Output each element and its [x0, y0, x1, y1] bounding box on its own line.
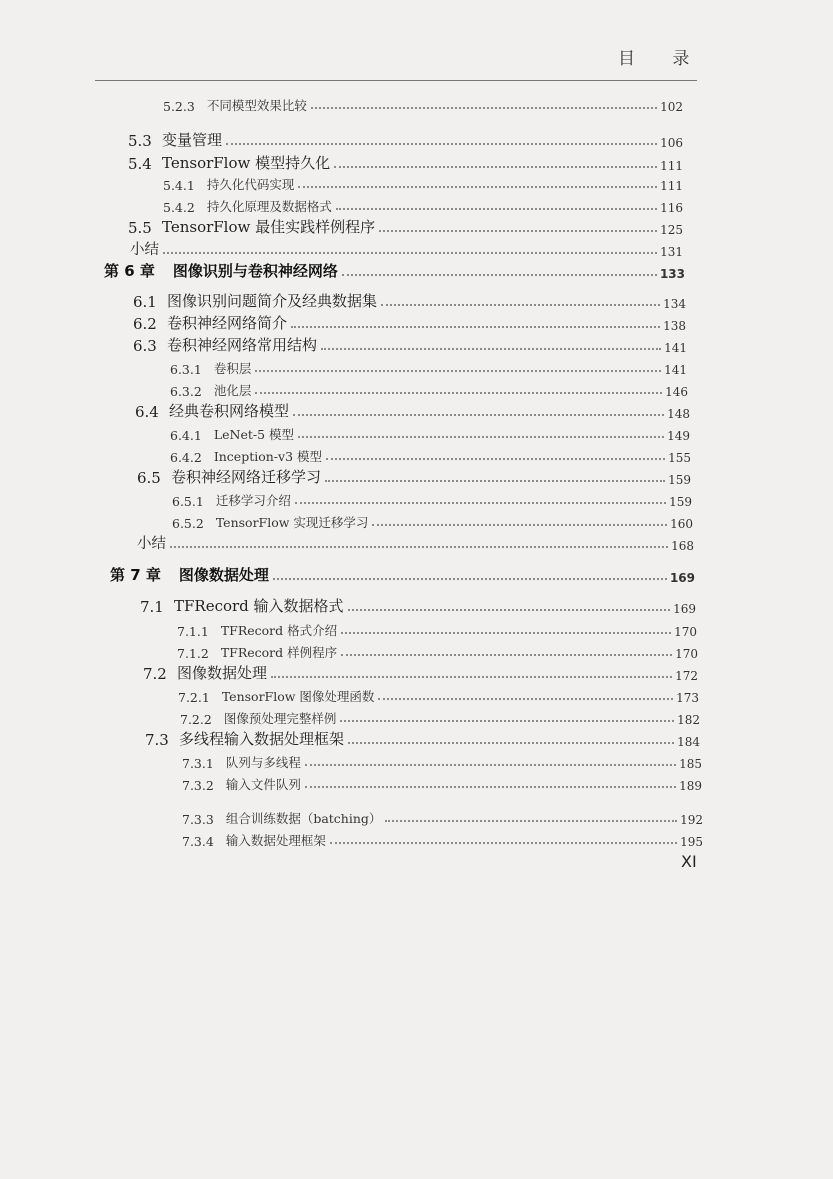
toc-entry-number: 7.3.2 [182, 778, 214, 793]
toc-entry-page: 168 [671, 539, 694, 553]
dot-leader [293, 414, 664, 416]
dot-leader [321, 348, 661, 350]
toc-entry-page: 189 [679, 779, 702, 793]
toc-entry-title: TFRecord 样例程序 [220, 645, 338, 660]
toc-entry-number: 5.4.1 [163, 178, 195, 193]
dot-leader [170, 546, 668, 548]
toc-entry [177, 617, 697, 639]
toc-entry [104, 259, 685, 281]
dot-leader [305, 764, 676, 766]
toc-entry [137, 465, 691, 487]
dot-leader [298, 436, 664, 438]
toc-entry [182, 749, 702, 771]
toc-entry-title: 图像数据处理 [177, 664, 268, 682]
toc-entry-page: 185 [679, 757, 702, 771]
dot-leader [311, 107, 657, 109]
toc-entry-number: 7.2 [143, 665, 167, 683]
toc-entry-title: 迁移学习介绍 [215, 493, 291, 508]
toc-entry-title: 图像识别与卷积神经网络 [172, 262, 338, 280]
toc-entry-page: 170 [675, 647, 698, 661]
toc-entry-title: 卷积层 [213, 361, 252, 376]
toc-entry-page: 155 [668, 451, 691, 465]
toc-entry [177, 639, 698, 661]
toc-entry-title: 卷积神经网络迁移学习 [171, 468, 322, 486]
toc-entry-number: 7.2.2 [180, 712, 212, 727]
dot-leader [326, 458, 665, 460]
toc-entry-title: 多线程输入数据处理框架 [179, 730, 345, 748]
toc-entry-page: 149 [667, 429, 690, 443]
toc-entry-page: 173 [676, 691, 699, 705]
toc-entry-title: 持久化原理及数据格式 [206, 199, 332, 214]
toc-entry [178, 683, 699, 705]
toc-entry [163, 92, 683, 114]
toc-entry [130, 237, 683, 259]
toc-entry-number: 6.3 [133, 337, 157, 355]
toc-entry-title: TensorFlow 最佳实践样例程序 [162, 218, 376, 236]
toc-entry-title: LeNet-5 模型 [213, 427, 295, 442]
dot-leader [340, 720, 674, 722]
toc-entry-number: 7.3 [145, 731, 169, 749]
toc-entry-title: TensorFlow 图像处理函数 [221, 689, 375, 704]
dot-leader [325, 480, 665, 482]
toc-entry [172, 509, 693, 531]
toc-entry [133, 333, 687, 355]
toc-entry-title: 输入文件队列 [225, 777, 301, 792]
toc-entry-title: TFRecord 格式介绍 [220, 623, 338, 638]
toc-entry [170, 355, 687, 377]
dot-leader [379, 230, 657, 232]
toc-entry-title: 经典卷积网络模型 [169, 402, 290, 420]
toc-entry-page: 148 [667, 407, 690, 421]
dot-leader [291, 326, 660, 328]
toc-entry-title: TensorFlow 实现迁移学习 [215, 515, 369, 530]
dot-leader [336, 208, 657, 210]
toc-entry [128, 215, 683, 237]
toc-entry-page: 131 [660, 245, 683, 259]
dot-leader [385, 820, 677, 822]
toc-entry-title: 变量管理 [162, 131, 223, 149]
toc-entry-number: 第 7 章 [110, 566, 161, 584]
dot-leader [273, 578, 667, 580]
toc-entry-title: 图像识别问题简介及经典数据集 [167, 292, 378, 310]
toc-entry [137, 531, 694, 553]
toc-entry-page: 182 [677, 713, 700, 727]
toc-entry-page: 111 [660, 159, 683, 173]
toc-entry [182, 771, 702, 793]
toc-entry-title: 组合训练数据（batching） [225, 811, 382, 826]
toc-entry-number: 6.3.2 [170, 384, 202, 399]
toc-entry-number: 7.1 [140, 598, 164, 616]
dot-leader [341, 632, 671, 634]
dot-leader [342, 274, 657, 276]
toc-entry [128, 128, 683, 150]
toc-entry-page: 169 [673, 602, 696, 616]
toc-entry-page: 159 [668, 473, 691, 487]
toc-entry-title: 池化层 [213, 383, 252, 398]
toc-entry-page: 169 [669, 571, 695, 585]
dot-leader [378, 698, 673, 700]
page-number: XI [681, 852, 697, 871]
toc-entry-title: 输入数据处理框架 [225, 833, 326, 848]
toc-entry-title: Inception-v3 模型 [213, 449, 323, 464]
dot-leader [330, 842, 677, 844]
toc-entry-number: 6.5.1 [172, 494, 204, 509]
toc-entry-title: 卷积神经网络简介 [167, 314, 288, 332]
toc-entry [128, 151, 683, 173]
toc-entry-number: 7.3.1 [182, 756, 214, 771]
dot-leader [295, 502, 666, 504]
dot-leader [226, 143, 657, 145]
toc-entry [180, 705, 700, 727]
header-rule [95, 80, 697, 81]
toc-entry-title: 小结 [130, 242, 159, 258]
page-header-title: 目 录 [618, 49, 706, 69]
toc-entry-page: 134 [663, 297, 686, 311]
toc-entry-page: 141 [664, 363, 687, 377]
toc-entry-page: 184 [677, 735, 700, 749]
toc-entry [110, 563, 695, 585]
toc-entry-number: 6.4 [135, 403, 159, 421]
toc-entry-number: 6.5 [137, 469, 161, 487]
toc-entry-number: 7.1.1 [177, 624, 209, 639]
toc-entry [140, 594, 696, 616]
toc-entry [182, 805, 703, 827]
dot-leader [305, 786, 676, 788]
toc-entry-page: 159 [669, 495, 692, 509]
toc-entry-number: 7.1.2 [177, 646, 209, 661]
toc-entry-number: 5.4.2 [163, 200, 195, 215]
toc-entry [145, 727, 700, 749]
toc-entry [163, 171, 683, 193]
dot-leader [348, 609, 671, 611]
toc-entry-number: 7.3.4 [182, 834, 214, 849]
toc-entry-page: 160 [670, 517, 693, 531]
toc-entry [170, 443, 691, 465]
dot-leader [372, 524, 667, 526]
toc-entry-page: 102 [660, 100, 683, 114]
toc-entry-title: 不同模型效果比较 [206, 98, 307, 113]
toc-entry [143, 661, 698, 683]
toc-entry-page: 141 [664, 341, 687, 355]
toc-entry-title: 队列与多线程 [225, 755, 301, 770]
toc-entry-number: 5.5 [128, 219, 152, 237]
toc-entry [182, 827, 703, 849]
dot-leader [163, 252, 657, 254]
toc-entry-page: 170 [674, 625, 697, 639]
toc-entry-title: 图像预处理完整样例 [223, 711, 337, 726]
dot-leader [271, 676, 672, 678]
dot-leader [348, 742, 674, 744]
toc-entry-page: 146 [665, 385, 688, 399]
toc-entry-number: 6.1 [133, 293, 157, 311]
toc-entry-number: 5.4 [128, 155, 152, 173]
toc-entry [135, 399, 690, 421]
toc-entry [170, 377, 688, 399]
toc-entry-number: 7.2.1 [178, 690, 210, 705]
toc-entry-page: 138 [663, 319, 686, 333]
toc-entry [133, 289, 686, 311]
toc-entry-number: 第 6 章 [104, 262, 155, 280]
toc-entry-page: 195 [680, 835, 703, 849]
toc-entry-title: TFRecord 输入数据格式 [174, 597, 344, 615]
toc-entry-title: 持久化代码实现 [206, 177, 295, 192]
dot-leader [381, 304, 660, 306]
toc-entry-page: 111 [660, 179, 683, 193]
toc-entry [133, 311, 686, 333]
toc-entry [170, 421, 690, 443]
dot-leader [334, 166, 657, 168]
toc-entry-page: 133 [659, 267, 685, 281]
dot-leader [298, 186, 657, 188]
dot-leader [255, 392, 662, 394]
toc-entry [172, 487, 692, 509]
toc-entry-page: 125 [660, 223, 683, 237]
toc-entry-title: 小结 [137, 536, 166, 552]
toc-entry-number: 6.3.1 [170, 362, 202, 377]
dot-leader [255, 370, 661, 372]
toc-entry-page: 192 [680, 813, 703, 827]
toc-entry-number: 5.3 [128, 132, 152, 150]
toc-entry-page: 106 [660, 136, 683, 150]
toc-entry-title: 图像数据处理 [178, 566, 269, 584]
toc-entry [163, 193, 683, 215]
toc-entry-number: 6.5.2 [172, 516, 204, 531]
toc-entry-number: 6.2 [133, 315, 157, 333]
toc-entry-page: 116 [660, 201, 683, 215]
dot-leader [341, 654, 672, 656]
toc-entry-number: 5.2.3 [163, 99, 195, 114]
toc-entry-number: 7.3.3 [182, 812, 214, 827]
toc-entry-number: 6.4.1 [170, 428, 202, 443]
toc-entry-number: 6.4.2 [170, 450, 202, 465]
toc-entry-page: 172 [675, 669, 698, 683]
toc-entry-title: TensorFlow 模型持久化 [162, 154, 331, 172]
toc-entry-title: 卷积神经网络常用结构 [167, 336, 318, 354]
